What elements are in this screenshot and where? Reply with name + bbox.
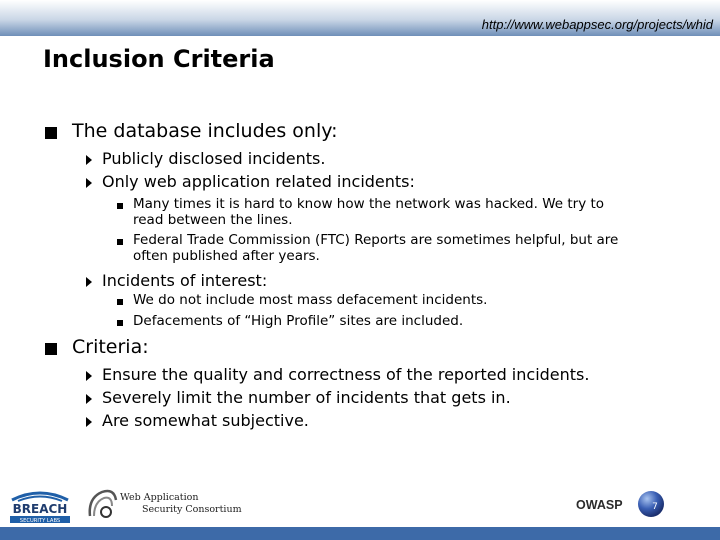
list-item: Are somewhat subjective. (102, 411, 309, 430)
breach-security-labs-logo (6, 488, 74, 524)
level3-bullet-icon (117, 203, 123, 209)
sub-item-line: Defacements of “High Profile” sites are included. (133, 313, 464, 329)
level3-bullet-icon (117, 299, 123, 305)
level2-arrow-icon (86, 277, 92, 287)
level2-arrow-icon (86, 155, 92, 165)
section-heading: The database includes only: (72, 120, 338, 142)
section-heading: Criteria: (72, 336, 149, 358)
breach-logo-word: BREACH (12, 502, 68, 516)
level1-bullet-icon (45, 127, 57, 139)
wasc-line-2: Security Consortium (142, 504, 242, 515)
level2-arrow-icon (86, 371, 92, 381)
page-number: 7 (652, 502, 658, 512)
list-item: Severely limit the number of incidents that gets in. (102, 388, 511, 407)
breach-logo-tagline: SECURITY LABS (19, 518, 61, 524)
header-url: http://www.webappsec.org/projects/whid (481, 17, 713, 32)
list-item: Only web application related incidents: (102, 172, 415, 191)
owasp-label: OWASP (576, 498, 623, 512)
sub-item-line: Federal Trade Commission (FTC) Reports are sometimes helpful, but are (133, 232, 619, 248)
sub-item-line: Many times it is hard to know how the network was hacked. We try to (133, 196, 605, 212)
owasp-globe-icon (637, 490, 665, 518)
sub-item-line: often published after years. (133, 248, 320, 264)
level2-arrow-icon (86, 417, 92, 427)
level3-bullet-icon (117, 239, 123, 245)
level2-arrow-icon (86, 394, 92, 404)
sub-item-line: read between the lines. (133, 212, 293, 228)
level1-bullet-icon (45, 343, 57, 355)
list-item: Publicly disclosed incidents. (102, 149, 326, 168)
wasc-line-1: Web Application (120, 492, 199, 503)
level2-arrow-icon (86, 178, 92, 188)
footer-bar (0, 527, 720, 540)
sub-item-line: We do not include most mass defacement incidents. (133, 292, 488, 308)
wasc-swirl-icon (86, 486, 120, 524)
slide-title: Inclusion Criteria (43, 45, 275, 73)
list-item: Incidents of interest: (102, 271, 268, 290)
wasc-logo (86, 486, 246, 524)
level3-bullet-icon (117, 320, 123, 326)
list-item: Ensure the quality and correctness of the reported incidents. (102, 365, 590, 384)
